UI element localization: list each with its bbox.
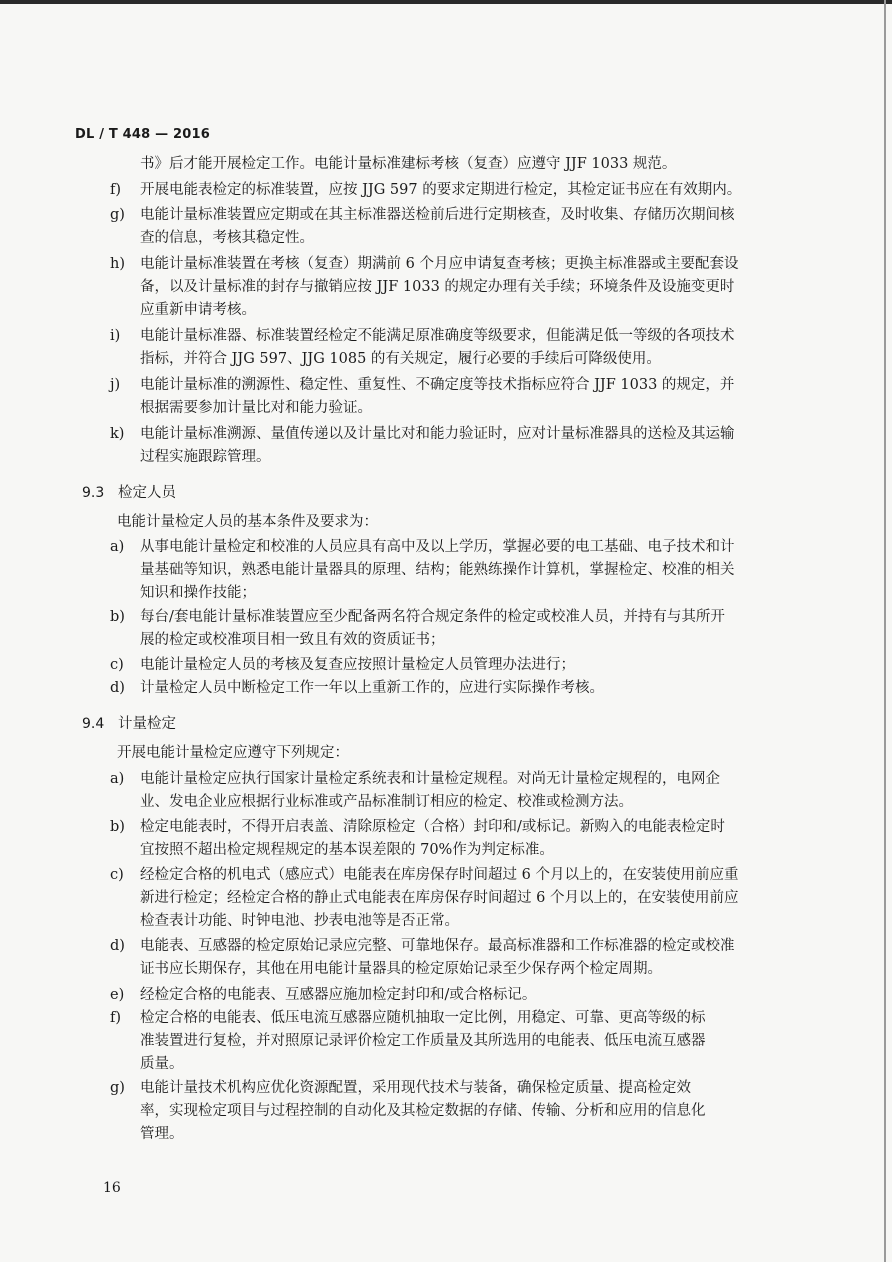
text-line: 电能计量技术机构应优化资源配置，采用现代技术与装备，确保检定质量、提高检定效 <box>140 1080 691 1096</box>
list-label: g) <box>110 1080 125 1096</box>
text-line: 备，以及计量标准的封存与撤销应按 JJF 1033 的规定办理有关手续；环境条件及设施变更时 <box>140 279 735 295</box>
text-line: 检定合格的电能表、低压电流互感器应随机抽取一定比例，用稳定、可靠、更高等级的标 <box>140 1010 706 1026</box>
list-label: c) <box>110 867 124 883</box>
text-line: 知识和操作技能； <box>140 585 256 601</box>
section-title: 计量检定 <box>118 716 176 732</box>
list-label: d) <box>110 680 125 696</box>
text-line: 过程实施跟踪管理。 <box>140 449 271 465</box>
list-label: c) <box>110 657 124 673</box>
list-label: d) <box>110 938 125 954</box>
text-line: 新进行检定；经检定合格的静止式电能表在库房保存时间超过 6 个月以上的，在安装使用前应 <box>140 890 739 906</box>
list-label: e) <box>110 987 125 1003</box>
text-line: 率，实现检定项目与过程控制的自动化及其检定数据的存储、传输、分析和应用的信息化 <box>140 1103 706 1119</box>
section-title: 检定人员 <box>118 485 176 501</box>
text-line: 电能计量标准的溯源性、稳定性、重复性、不确定度等技术指标应符合 JJF 1033 的规定，并 <box>140 377 735 393</box>
text-line: 电能计量标准器、标准装置经检定不能满足原准确度等级要求，但能满足低一等级的各项技术 <box>140 328 735 344</box>
text-line: 开展电能计量检定应遵守下列规定： <box>117 745 349 761</box>
list-label: b) <box>110 609 125 625</box>
text-line: 检定电能表时，不得开启表盖、清除原检定（合格）封印和/或标记。新购入的电能表检定时 <box>140 819 725 835</box>
right-border <box>884 0 886 1262</box>
text-line: 检查表计功能、时钟电池、抄表电池等是否正常。 <box>140 913 459 929</box>
page-number: 16 <box>103 1180 121 1196</box>
text-line: 电能计量检定应执行国家计量检定系统表和计量检定规程。对尚无计量检定规程的，电网企 <box>140 771 720 787</box>
text-line: 计量检定人员中断检定工作一年以上重新工作的，应进行实际操作考核。 <box>140 680 604 696</box>
list-label: a) <box>110 771 125 787</box>
section-number: 9.3 <box>82 485 105 501</box>
text-line: 量基础等知识，熟悉电能计量器具的原理、结构；能熟练操作计算机，掌握检定、校准的相关 <box>140 562 735 578</box>
document-code: DL / T 448 — 2016 <box>75 127 211 142</box>
text-line: 质量。 <box>140 1056 184 1072</box>
text-line: 电能计量检定人员的基本条件及要求为： <box>117 514 378 530</box>
text-line: 准装置进行复检，并对照原记录评价检定工作质量及其所选用的电能表、低压电流互感器 <box>140 1033 706 1049</box>
text-line: 应重新申请考核。 <box>140 302 256 318</box>
text-line: 证书应长期保存，其他在用电能计量器具的检定原始记录至少保存两个检定周期。 <box>140 961 662 977</box>
text-line: 经检定合格的电能表、互感器应施加检定封印和/或合格标记。 <box>140 987 537 1003</box>
text-line: 电能计量标准溯源、量值传递以及计量比对和能力验证时，应对计量标准器具的送检及其运输 <box>140 426 735 442</box>
list-label: a) <box>110 539 125 555</box>
text-line: 电能表、互感器的检定原始记录应完整、可靠地保存。最高标准器和工作标准器的检定或校准 <box>140 938 735 954</box>
list-label: g) <box>110 207 125 223</box>
text-line: 指标，并符合 JJG 597、JJG 1085 的有关规定，履行必要的手续后可降级使用。 <box>140 351 661 367</box>
list-label: j) <box>110 377 121 393</box>
text-line: 宜按照不超出检定规程规定的基本误差限的 70%作为判定标准。 <box>140 842 554 858</box>
list-label: b) <box>110 819 125 835</box>
text-line: 根据需要参加计量比对和能力验证。 <box>140 400 372 416</box>
text-line: 每台/套电能计量标准装置应至少配备两名符合规定条件的检定或校准人员，并持有与其所开 <box>140 609 725 625</box>
text-line: 管理。 <box>140 1126 184 1142</box>
text-line: 电能计量标准装置在考核（复查）期满前 6 个月应申请复查考核；更换主标准器或主要配套设 <box>140 256 739 272</box>
list-label: f) <box>110 182 122 198</box>
text-line: 展的检定或校准项目相一致且有效的资质证书； <box>140 632 445 648</box>
text-line: 从事电能计量检定和校准的人员应具有高中及以上学历，掌握必要的电工基础、电子技术和计 <box>140 539 735 555</box>
text-line: 业、发电企业应根据行业标准或产品标准制订相应的检定、校准或检测方法。 <box>140 794 633 810</box>
text-line: 经检定合格的机电式（感应式）电能表在库房保存时间超过 6 个月以上的，在安装使用前应重 <box>140 867 739 883</box>
text-line: 开展电能表检定的标准装置，应按 JJG 597 的要求定期进行检定，其检定证书应在有效期内。 <box>140 182 742 198</box>
section-number: 9.4 <box>82 716 105 732</box>
list-label: k) <box>110 426 125 442</box>
list-label: f) <box>110 1010 122 1026</box>
list-label: i) <box>110 328 121 344</box>
text-line: 书》后才能开展检定工作。电能计量标准建标考核（复查）应遵守 JJF 1033 规范。 <box>140 156 677 172</box>
text-line: 电能计量检定人员的考核及复查应按照计量检定人员管理办法进行； <box>140 657 575 673</box>
top-border <box>0 0 892 4</box>
text-line: 查的信息，考核其稳定性。 <box>140 230 314 246</box>
text-line: 电能计量标准装置应定期或在其主标准器送检前后进行定期核查，及时收集、存储历次期间核 <box>140 207 735 223</box>
list-label: h) <box>110 256 125 272</box>
